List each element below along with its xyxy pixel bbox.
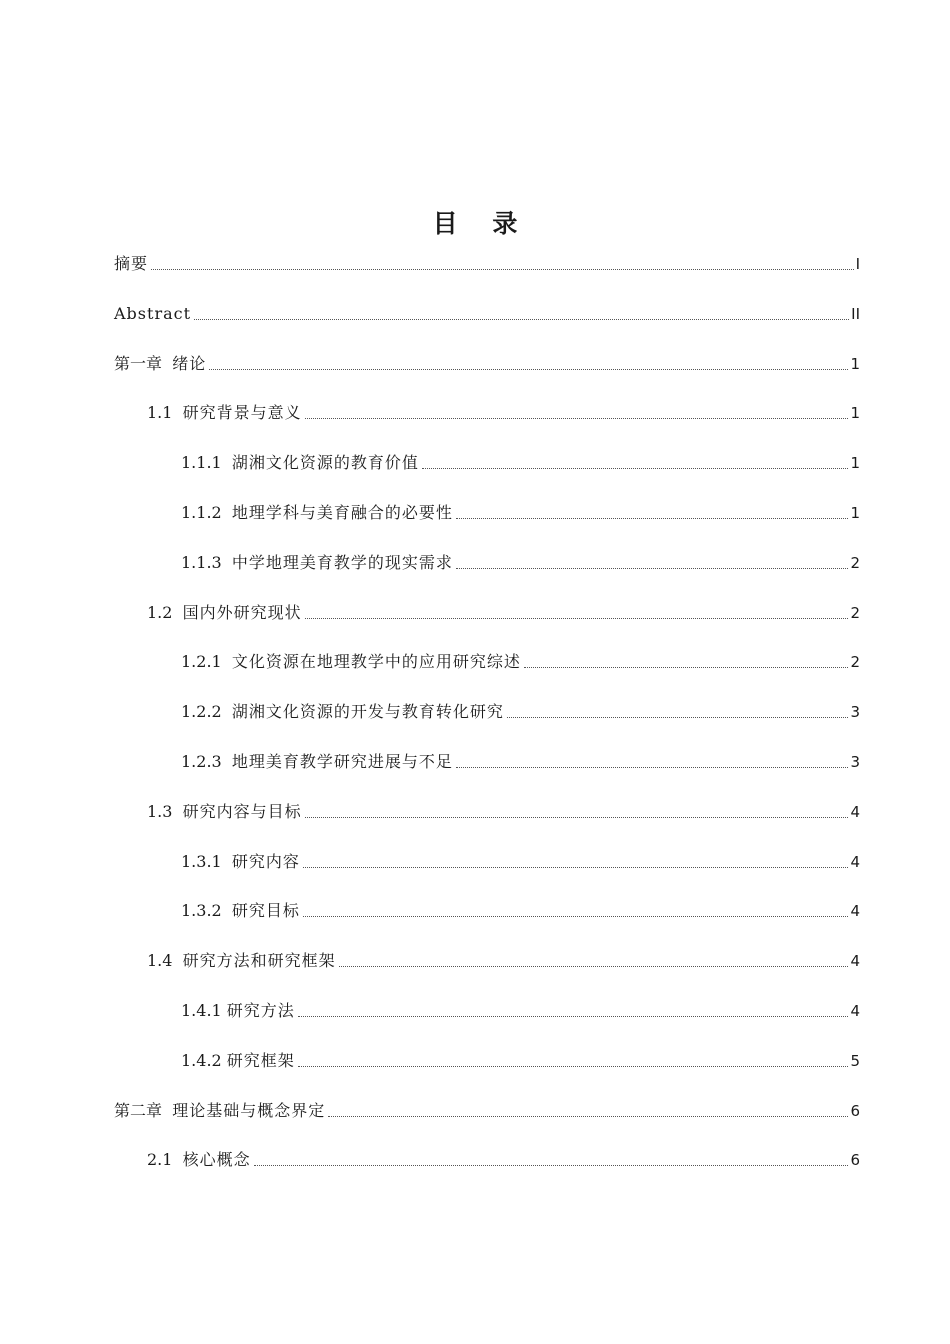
toc-dot-leader	[209, 353, 848, 370]
toc-entry[interactable]	[114, 701, 860, 751]
toc-entry-label	[114, 353, 206, 375]
toc-entry-label	[181, 552, 453, 574]
toc-entry-title: 研究背景与意义	[182, 403, 302, 423]
toc-entry-label	[147, 801, 302, 823]
toc-entry-number: 1.4.1	[181, 1000, 227, 1020]
toc-page-number: 1	[850, 503, 860, 522]
toc-entry-title: 理论基础与概念界定	[172, 1100, 326, 1120]
toc-entry-label	[181, 751, 453, 773]
toc-entry[interactable]	[114, 751, 860, 801]
toc-dot-leader	[328, 1100, 848, 1117]
toc-entry-title: 研究目标	[231, 901, 300, 921]
toc-entry[interactable]	[114, 651, 860, 701]
toc-entry-label	[147, 1149, 251, 1171]
toc-entry-label	[147, 950, 336, 972]
toc-page-number: I	[855, 255, 860, 273]
toc-entry-number: 2.1	[147, 1150, 183, 1170]
toc-entry-title: 研究方法和研究框架	[182, 951, 336, 971]
toc-dot-leader	[305, 801, 849, 818]
toc-entry-number: 1.2	[147, 602, 183, 622]
toc-entry-number: 1.4.2	[181, 1050, 227, 1070]
toc-entry-label	[114, 303, 191, 325]
toc-page-number: 4	[850, 802, 860, 821]
toc-entry[interactable]	[114, 303, 860, 353]
toc-entry-number: 第一章	[114, 353, 173, 373]
toc-page-number: 3	[850, 703, 860, 722]
toc-page-number: 4	[850, 902, 860, 921]
toc-entry-title: 绪论	[172, 353, 207, 373]
toc-page-number: 5	[850, 1051, 860, 1070]
toc-entry-number: 1.3	[147, 801, 183, 821]
toc-page-number: 1	[850, 404, 860, 423]
toc-page-number: II	[851, 304, 860, 323]
toc-dot-leader	[298, 1050, 849, 1067]
toc-dot-leader	[303, 851, 849, 868]
toc-dot-leader	[456, 751, 849, 768]
toc-entry-number: 1.1	[147, 403, 183, 423]
toc-page-number: 4	[850, 852, 860, 871]
toc-entry[interactable]	[114, 552, 860, 602]
toc-dot-leader	[298, 1000, 849, 1017]
toc-dot-leader	[422, 452, 849, 469]
toc-page-number: 6	[850, 1151, 860, 1170]
toc-entry-number: 1.3.2	[181, 901, 232, 921]
toc-entry-number: 1.1.3	[181, 552, 232, 572]
toc-dot-leader	[303, 900, 849, 917]
toc-entry[interactable]	[114, 402, 860, 452]
toc-entry[interactable]	[114, 1000, 860, 1050]
toc-dot-leader	[305, 402, 849, 419]
toc-entry[interactable]	[114, 801, 860, 851]
toc-page-number: 2	[850, 603, 860, 622]
toc-dot-leader	[507, 701, 849, 718]
toc-entry-title: 湖湘文化资源的开发与教育转化研究	[231, 702, 504, 722]
toc-entry-title: 研究内容	[231, 851, 300, 871]
toc-entry-title: 湖湘文化资源的教育价值	[231, 453, 419, 473]
toc-entry[interactable]	[114, 851, 860, 901]
toc-entry-label	[147, 602, 302, 624]
toc-entry[interactable]	[114, 602, 860, 652]
toc-page-number: 4	[850, 1001, 860, 1020]
toc-entry-label	[181, 452, 419, 474]
toc-entry-number: 1.2.3	[181, 751, 232, 771]
toc-entry-label	[181, 1000, 295, 1022]
toc-entry-label	[181, 900, 300, 922]
toc-entry-title: 摘要	[114, 254, 149, 273]
toc-dot-leader	[151, 253, 854, 270]
toc-entry-title: 研究框架	[226, 1050, 295, 1070]
toc-dot-leader	[254, 1149, 849, 1166]
toc-entry-title: Abstract	[114, 303, 192, 323]
toc-entry-label	[181, 1050, 295, 1072]
toc-page-number: 6	[850, 1101, 860, 1120]
toc-entry-number: 第二章	[114, 1100, 173, 1120]
toc-entry[interactable]	[114, 950, 860, 1000]
toc-entry-number: 1.3.1	[181, 851, 232, 871]
toc-entry-number: 1.2.1	[181, 652, 232, 672]
toc-dot-leader	[339, 950, 849, 967]
toc-entry-title: 研究内容与目标	[182, 801, 302, 821]
toc-entry-label	[181, 851, 300, 873]
toc-page-number: 2	[850, 653, 860, 672]
toc-entry-label	[181, 651, 521, 673]
toc-entry-title: 地理学科与美育融合的必要性	[231, 502, 453, 522]
toc-entry-label	[181, 701, 504, 723]
toc-entry-label	[147, 402, 302, 424]
toc-entry[interactable]	[114, 1100, 860, 1150]
toc-entry-title: 核心概念	[182, 1150, 251, 1170]
toc-entry[interactable]	[114, 1149, 860, 1199]
toc-entry-title: 地理美育教学研究进展与不足	[231, 751, 453, 771]
toc-dot-leader	[456, 552, 849, 569]
toc-page-number: 1	[850, 454, 860, 473]
toc-entry-number: 1.1.2	[181, 502, 232, 522]
toc-dot-leader	[194, 303, 849, 320]
toc-entry-number: 1.1.1	[181, 453, 232, 473]
toc-dot-leader	[456, 502, 849, 519]
toc-dot-leader	[305, 602, 849, 619]
toc-page-number: 2	[850, 553, 860, 572]
toc-entry[interactable]	[114, 502, 860, 552]
toc-entry[interactable]	[114, 353, 860, 403]
toc-entry-title: 研究方法	[226, 1000, 295, 1020]
toc-entry-title: 中学地理美育教学的现实需求	[231, 552, 453, 572]
toc-entry[interactable]	[114, 1050, 860, 1100]
toc-page-number: 1	[850, 354, 860, 373]
toc-list	[114, 253, 860, 1199]
toc-entry-label	[114, 253, 148, 275]
toc-entry[interactable]	[114, 253, 860, 303]
toc-entry-title: 文化资源在地理教学中的应用研究综述	[231, 652, 521, 672]
toc-entry-title: 国内外研究现状	[182, 602, 302, 622]
toc-entry-label	[181, 502, 453, 524]
toc-page-number: 4	[850, 952, 860, 971]
toc-entry[interactable]	[114, 900, 860, 950]
toc-entry-number: 1.2.2	[181, 702, 232, 722]
toc-entry-number: 1.4	[147, 951, 183, 971]
toc-dot-leader	[524, 651, 849, 668]
toc-page-number: 3	[850, 752, 860, 771]
toc-entry-label	[114, 1100, 325, 1122]
toc-title: 目 录	[432, 209, 518, 238]
toc-entry[interactable]	[114, 452, 860, 502]
